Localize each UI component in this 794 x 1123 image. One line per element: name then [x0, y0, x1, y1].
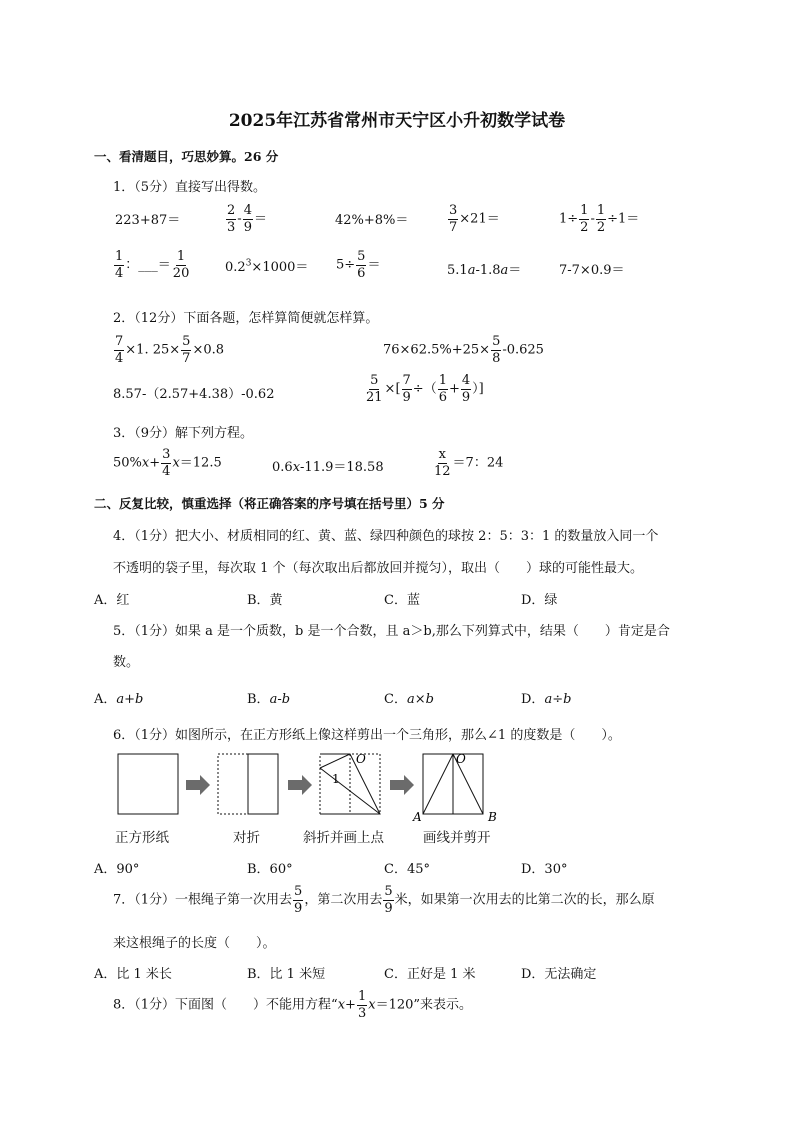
q2-item-a: $\frac{7}{4}$ ×1. 25× $\frac{5}{7}$ ×0.8	[115, 334, 225, 366]
q2-item-c: 8.57-（2.57+4.38）-0.62	[113, 387, 275, 402]
q2-stem: 2．（12分）下面各题，怎样算简便就怎样算。	[113, 311, 379, 326]
q5-option-c[interactable]: C．a×b	[384, 692, 434, 707]
q7-option-b[interactable]: B．比 1 米短	[247, 967, 326, 982]
point-o-label-2: O	[456, 752, 466, 766]
q3-stem: 3．（9分）解下列方程。	[113, 426, 254, 441]
q6-caption-square-paper: 正方形纸	[115, 830, 169, 846]
q1-item-a: 223+87＝	[115, 213, 181, 228]
q1-item-g: $0.2^3\times 1000=$	[225, 258, 309, 275]
q5-line-1: 5．（1分）如果 a 是一个质数，b 是一个合数，且 a＞b,那么下列算式中，结果（ ）肯定是合	[113, 624, 670, 639]
q6-caption-draw-cut: 画线并剪开	[423, 830, 491, 846]
q4-option-a[interactable]: A．红	[94, 593, 130, 608]
point-a-label: A	[413, 810, 422, 824]
q7-option-d[interactable]: D．无法确定	[521, 967, 597, 982]
folded-half-solid	[248, 754, 278, 814]
section-1-heading: 一、看清题目，巧思妙算。26 分	[94, 149, 279, 164]
q1-item-b: $\frac{2}{3}$ - $\frac{4}{9}$ ＝	[227, 203, 267, 235]
arrow-icon	[186, 775, 210, 795]
q4-option-b[interactable]: B．黄	[247, 593, 283, 608]
q7-option-c[interactable]: C．正好是 1 米	[384, 967, 476, 982]
arrow-icon	[288, 775, 312, 795]
q1-item-c: 42%+8%＝	[335, 213, 409, 228]
page-title: 2025年江苏省常州市天宁区小升初数学试卷	[228, 111, 566, 131]
folded-half-dashed	[218, 754, 248, 814]
q7-option-a[interactable]: A．比 1 米长	[94, 967, 172, 982]
q6-option-b[interactable]: B．60°	[247, 862, 293, 877]
q3-item-a: 50%x+ $\frac{3}{4}$ x＝12.5	[113, 447, 222, 479]
q5-option-d[interactable]: D．a÷b	[521, 692, 572, 707]
q1-stem: 1．（5分）直接写出得数。	[113, 180, 267, 195]
q2-item-b: 76×62.5%+25× $\frac{5}{8}$ -0.625	[383, 334, 544, 366]
q6-caption-fold: 对折	[233, 830, 260, 846]
arrow-icon	[390, 775, 414, 795]
q6-stem: 6．（1分）如图所示，在正方形纸上像这样剪出一个三角形，那么∠1 的度数是（ ）。	[113, 728, 621, 743]
angle-1-label: 1	[332, 772, 340, 786]
q5-line-2: 数。	[113, 655, 140, 670]
q1-item-e: 1÷ $\frac{1}{2}$ - $\frac{1}{2}$ ÷1＝	[559, 203, 640, 235]
point-o-label: O	[356, 752, 366, 766]
q4-option-d[interactable]: D．绿	[521, 593, 558, 608]
q3-item-c: $\frac{x}{12}$ ＝7：24	[434, 447, 504, 479]
q3-item-b: 0.6x-11.9＝18.58	[272, 460, 384, 475]
q6-folding-figure	[110, 748, 510, 824]
q4-line-2: 不透明的袋子里，每次取 1 个（每次取出后都放回并搅匀），取出（ ）球的可能性最大。	[113, 561, 644, 576]
q1-item-j: 7-7×0.9＝	[559, 263, 625, 278]
q4-option-c[interactable]: C．蓝	[384, 593, 420, 608]
q6-caption-diagonal-fold: 斜折并画上点	[303, 830, 384, 846]
q2-item-d: $\frac{5}{21}$ ×[ $\frac{7}{9}$ ÷（ $\frac{1}{6}$ + $\frac{4}{9}$ ）]	[366, 373, 484, 405]
q4-line-1: 4．（1分）把大小、材质相同的红、黄、蓝、绿四种颜色的球按 2：5：3：1 的数量放入同一个	[113, 529, 659, 544]
square-paper-shape	[118, 754, 178, 814]
q6-option-d[interactable]: D．30°	[521, 862, 568, 877]
q1-item-i: 5.1a-1.8a＝	[447, 263, 522, 278]
q7-line-2: 来这根绳子的长度（ ）。	[113, 936, 276, 951]
q5-option-a[interactable]: A．a+b	[94, 692, 144, 707]
q1-item-f: $\frac{1}{4}$ ：___＝ $\frac{1}{20}$	[115, 249, 190, 281]
q6-option-c[interactable]: C．45°	[384, 862, 430, 877]
section-2-heading: 二、反复比较，慎重选择（将正确答案的序号填在括号里）5 分	[94, 496, 445, 511]
q8-line-1: 8．（1分）下面图（ ）不能用方程“x+ $\frac{1}{3}$ x＝120”来表示。	[113, 989, 473, 1021]
point-b-label: B	[488, 810, 497, 824]
q1-item-d: $\frac{3}{7}$ ×21＝	[449, 203, 500, 235]
q5-option-b[interactable]: B．a-b	[247, 692, 291, 707]
q6-option-a[interactable]: A．90°	[94, 862, 140, 877]
q1-item-h: 5÷ $\frac{5}{6}$ ＝	[336, 249, 381, 281]
q7-line-1: 7．（1分）一根绳子第一次用去 $\frac{5}{9}$ ，第二次用去 $\frac{5}{9}$ 米，如果第一次用去的比第二次的长，那么原	[113, 884, 655, 916]
